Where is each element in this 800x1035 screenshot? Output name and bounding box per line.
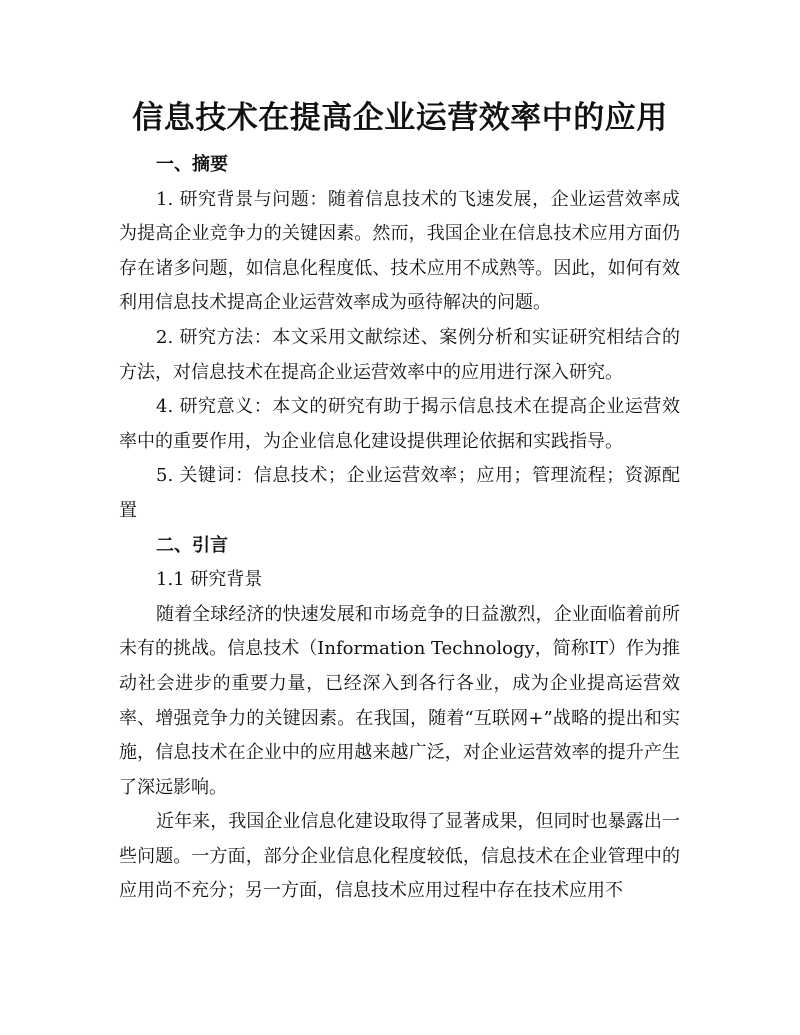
abstract-heading: 一、摘要 xyxy=(156,154,228,175)
abstract-item-5: 5. 关键词：信息技术；企业运营效率；应用；管理流程；资源配置 xyxy=(119,465,680,521)
abstract-item-1: 1. 研究背景与问题：随着信息技术的飞速发展，企业运营效率成为提高企业竞争力的关键因素。然而，我国企业在信息技术应用方面仍存在诸多问题，如信息化程度低、技术应用不成熟等。因此，如何有效利用信息技术提高企业运营效率成为亟待解决的问题。 xyxy=(119,188,680,314)
intro-paragraph-1: 随着全球经济的快速发展和市场竞争的日益激烈，企业面临着前所未有的挑战。信息技术（Information Technology，简称IT）作为推动社会进步的重要力量，已经深入到各行各业，成为企业提高运营效率、增强竞争力的关键因素。在我国，随着“互联网+”战略的提出和实施，信息技术在企业中的应用越来越广泛，对企业运营效率的提升产生了深远影响。 xyxy=(119,603,680,798)
document-title: 信息技术在提高企业运营效率中的应用 xyxy=(132,100,668,136)
document-body xyxy=(119,148,680,909)
intro-paragraph-2: 近年来，我国企业信息化建设取得了显著成果，但同时也暴露出一些问题。一方面，部分企业信息化程度较低，信息技术在企业管理中的应用尚不充分；另一方面，信息技术应用过程中存在技术应用不 xyxy=(119,811,680,902)
abstract-item-2: 2. 研究方法：本文采用文献综述、案例分析和实证研究相结合的方法，对信息技术在提高企业运营效率中的应用进行深入研究。 xyxy=(119,326,680,383)
abstract-item-4: 4. 研究意义：本文的研究有助于揭示信息技术在提高企业运营效率中的重要作用，为企业信息化建设提供理论依据和实践指导。 xyxy=(119,396,680,452)
intro-subheading: 1.1 研究背景 xyxy=(156,569,263,591)
intro-heading: 二、引言 xyxy=(156,534,228,556)
